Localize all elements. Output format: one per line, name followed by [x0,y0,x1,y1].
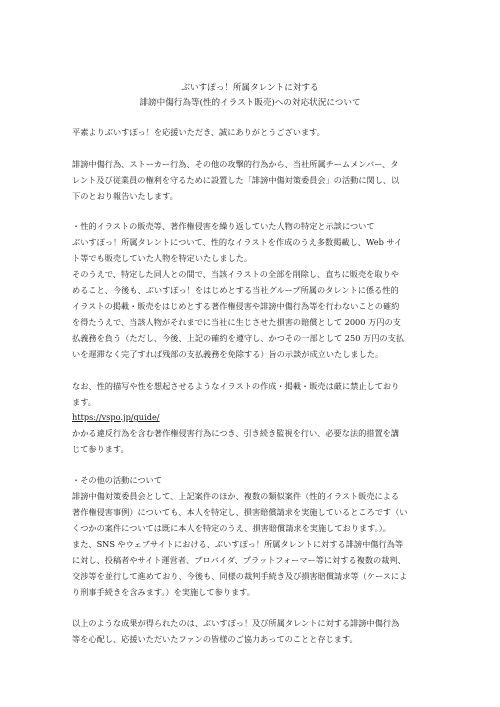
section1-line: を得たうえで、当該人物がそれまでに当社に生じさせた損害の賠償として 2000 万円の支 [72,317,401,327]
section1-line: いを遅滞なく完了すれば残部の支払義務を免除する）旨の示談が成立いたしました。 [72,349,384,359]
document-title-line-1: ぶいすぽっ！所属タレントに対する [181,83,319,93]
section1-line: ぶいすぽっ！所属タレントについて、性的なイラストを作成のうえ多数掲載し、Web サイ [72,237,403,247]
guide-link-row [72,412,432,423]
section1-line: そのうえで、特定した同人との間で、当該イラストの全部を削除し、直ちに販売を取りや [72,269,399,279]
section2-line: また、SNS やウェブサイトにおける、ぶいすぽっ！所属タレントに対する誹謗中傷行為等 [72,539,404,549]
section2-line: 誹謗中傷対策委員会として、上記案件のほか、複数の類似案件（性的イラスト販売による [72,491,400,501]
greeting-text: 平素よりぶいすぽっ！を応援いただき、誠にありがとうございます。 [72,127,325,137]
intro-line: 誹謗中傷行為、ストーカー行為、その他の攻撃的行為から、当社所属チームメンバー、タ [72,159,399,169]
section2-line: 交渉等を並行して進めており、今後も、同様の裁判手続き及び損害賠償請求等（ケースによ [72,571,408,581]
section2-line: り刑事手続きを含みます。）を実施して参ります。 [72,587,255,597]
section1-heading: ・性的イラストの販売等、著作権侵害を繰り返していた人物の特定と示談について [72,221,375,231]
section2-line: くつかの案件については既に本人を特定のうえ、損害賠償請求を実施しております。）。 [72,523,391,533]
document-title-line-2: 誹謗中傷行為等(性的イラスト販売)への対応状況について [139,98,361,108]
section1-line: イラストの掲載・販売をはじめとする著作権侵害や誹謗中傷行為等を行わないことの確約 [72,301,400,311]
guide-link[interactable]: https://vspo.jp/guide/ [72,412,160,422]
closing-line: 以上のような成果が得られたのは、ぶいすぽっ！及び所属タレントに対する誹謗中傷行為 [72,618,400,628]
section1-line: 払義務を負う（ただし、今後、上記の確約を遵守し、かつその一部として 250 万円の支払 [72,333,404,343]
section2-heading: ・その他の活動について [72,475,162,485]
intro-line: 下のとおり報告いたします。 [72,191,178,201]
intro-line: レント及び従業員の権利を守るために設置した「誹謗中傷対策委員会」の活動に関し、以 [72,175,400,185]
after-link-line: かかる違反行為を含む著作権侵害行為につき、引き続き監視を行い、必要な法的措置を講 [72,428,400,438]
section2-line: 著作権侵害事例）についても、本人を特定し、損害賠償請求を実施しているところです（い [72,507,408,517]
note-line: なお、性的描写や性を想起させるようなイラストの作成・掲載・販売は厳に禁止しており [72,381,400,391]
closing-line: 等を心配し、応援いただいたファンの皆様のご協力あってのことと存じます。 [72,634,358,644]
note-line: ます。 [72,397,96,407]
section2-line: に対し、投稿者やサイト運営者、プロバイダ、プラットフォーマー等に対する複数の裁判、 [72,555,406,565]
section1-line: めること、今後も、ぶいすぽっ！をはじめとする当社グループ所属のタレントに係る性的 [72,285,399,295]
after-link-line: じて参ります。 [72,444,129,454]
section1-line: ト等でも販売していた人物を特定いたしました。 [72,253,253,263]
